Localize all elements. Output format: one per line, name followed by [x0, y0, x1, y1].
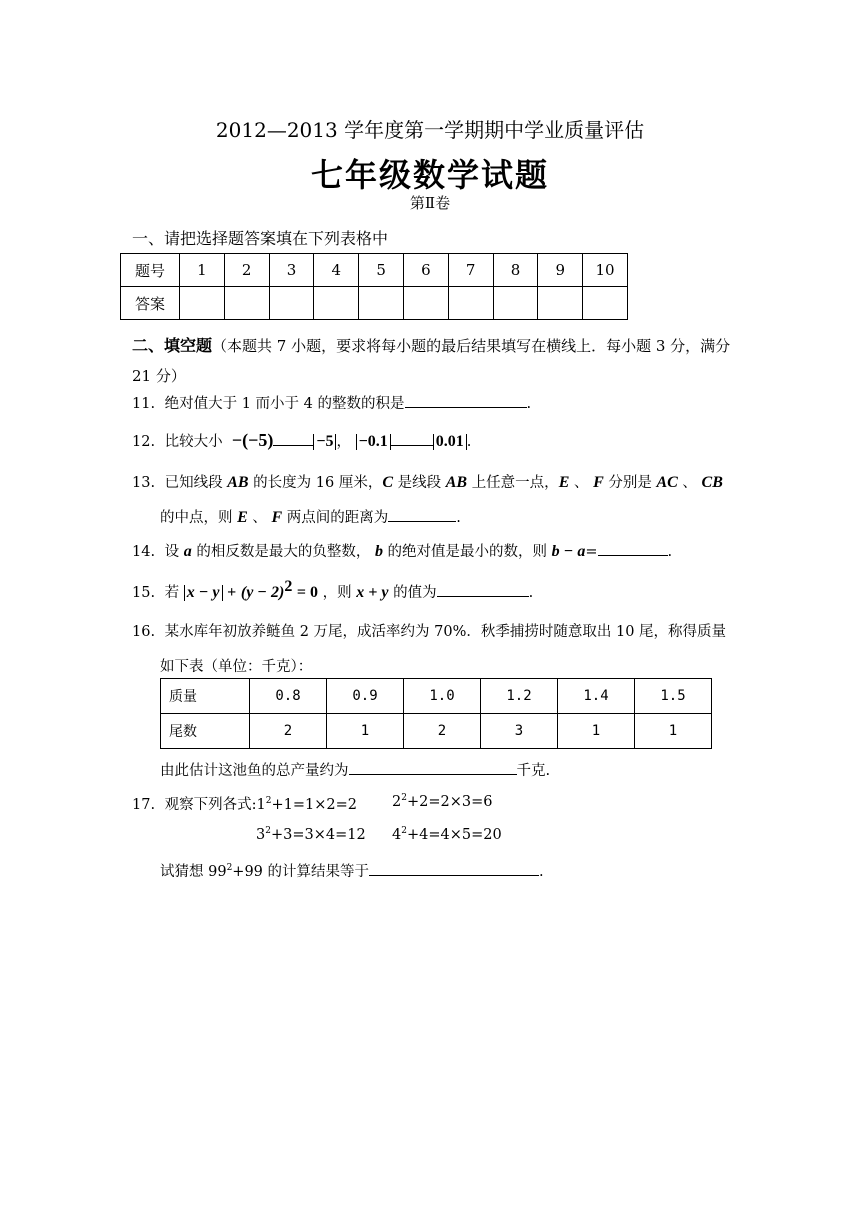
exponent: 2: [265, 826, 271, 836]
question-text: 的中点，则: [160, 510, 233, 526]
formula-4: [392, 826, 502, 843]
answer-table-header-number: 题号: [121, 254, 180, 287]
formula-rest: +3=3×4=12: [270, 826, 366, 843]
math-var: E: [558, 474, 570, 491]
section1-heading: 一、请把选择题答案填在下列表格中: [132, 229, 389, 248]
period: .: [667, 544, 673, 560]
math-var: AB: [227, 474, 249, 491]
question-text: ，则: [322, 584, 352, 601]
question-number: 12.: [132, 434, 156, 450]
answer-table-number-row: [121, 254, 628, 287]
math-var: AC: [656, 474, 678, 491]
formula-base: 3: [256, 826, 266, 843]
formula-rest: +4=4×5=20: [406, 826, 502, 843]
section2-intro: [132, 331, 730, 391]
question-14: [132, 540, 672, 561]
question-12: [132, 430, 471, 451]
exam-title: 七年级数学试题: [310, 156, 549, 194]
count-cell: 2: [250, 714, 327, 749]
answer-number: 10: [583, 254, 628, 287]
answer-number: 5: [359, 254, 404, 287]
question-text: 上任意一点，: [471, 475, 559, 491]
question-number: 14.: [132, 544, 156, 560]
answer-blank[interactable]: [405, 393, 527, 408]
formula-2: [392, 793, 492, 810]
math-var: F: [593, 474, 604, 491]
question-number: 13.: [132, 475, 156, 491]
period: .: [466, 434, 472, 450]
fish-table-header-weight: 质量: [161, 679, 250, 714]
question-13-line2: [160, 506, 461, 527]
weight-cell: 1.0: [404, 679, 481, 714]
period: .: [456, 510, 461, 526]
formula-base: 4: [392, 826, 402, 843]
exponent: 2: [265, 796, 272, 807]
question-16-line2: 如下表（单位：千克）：: [160, 659, 313, 675]
answer-blank[interactable]: [388, 507, 456, 522]
period: .: [526, 396, 532, 412]
answer-cell[interactable]: [448, 287, 493, 320]
question-17-guess: [160, 860, 544, 881]
question-16-line3: [160, 759, 550, 780]
math-expression: b − a: [551, 543, 586, 560]
fish-weight-table: [160, 678, 712, 749]
volume-label: 第Ⅱ卷: [409, 194, 451, 212]
absolute-value: −5: [313, 434, 336, 450]
math-var: CB: [701, 474, 723, 491]
period: .: [539, 864, 544, 880]
count-cell: 2: [404, 714, 481, 749]
answer-cell[interactable]: [269, 287, 314, 320]
question-text: 的相反数是最大的负整数，: [196, 544, 371, 560]
answer-blank[interactable]: [349, 760, 517, 775]
answer-blank[interactable]: [437, 582, 529, 597]
question-16: [132, 620, 726, 641]
section2-desc: （本题共 7 小题，要求将每小题的最后结果填写在横线上．每小题 3 分，满分: [212, 337, 731, 355]
question-text: 的绝对值是最小的数，则: [387, 544, 548, 560]
question-text: 已知线段: [164, 475, 223, 491]
question-text: 由此估计这池鱼的总产量约为: [160, 763, 349, 779]
formula-3: [256, 826, 366, 843]
answer-number: 3: [269, 254, 314, 287]
fish-table-header-count: 尾数: [161, 714, 250, 749]
question-text: 试猜想 99: [160, 864, 227, 880]
weight-cell: 1.2: [481, 679, 558, 714]
math-var: b: [374, 543, 383, 560]
answer-number: 7: [448, 254, 493, 287]
plus-sign: +: [227, 583, 237, 601]
answer-blank[interactable]: [391, 431, 433, 446]
question-text: 的值为: [393, 584, 437, 601]
answer-blank[interactable]: [598, 541, 668, 556]
count-cell: 1: [635, 714, 712, 749]
exponent: 2: [226, 863, 233, 874]
answer-cell[interactable]: [583, 287, 628, 320]
question-text: 绝对值大于 1 而小于 4 的整数的积是: [164, 396, 405, 412]
weight-cell: 1.4: [558, 679, 635, 714]
fish-weight-row: [161, 679, 712, 714]
period: .: [528, 584, 534, 601]
question-text: 某水库年初放养鲢鱼 2 万尾，成活率约为 70%．秋季捕捞时随意取出 10 尾，称得质量: [164, 624, 727, 640]
answer-table-header-answer: 答案: [121, 287, 180, 320]
question-text: 两点间的距离为: [286, 510, 389, 526]
question-text: +99 的计算结果等于: [232, 864, 370, 880]
count-cell: 1: [327, 714, 404, 749]
answer-blank[interactable]: [273, 431, 313, 446]
question-number: 17.: [132, 797, 156, 813]
answer-cell[interactable]: [180, 287, 225, 320]
punctuation: 、: [252, 510, 267, 526]
absolute-value: x − y: [184, 585, 223, 601]
question-number: 16.: [132, 624, 156, 640]
question-17: [132, 793, 357, 814]
question-11: [132, 392, 531, 413]
exponent: 2: [401, 826, 407, 836]
section2-heading: 二、填空题: [132, 336, 213, 355]
formula-rest: +2=2×3=6: [406, 793, 493, 810]
answer-number: 1: [180, 254, 225, 287]
question-text: 分别是: [608, 475, 652, 491]
math-var: AB: [445, 474, 468, 491]
count-cell: 3: [481, 714, 558, 749]
exam-header: 2012—2013 学年度第一学期期中学业质量评估: [215, 118, 645, 142]
answer-number: 9: [538, 254, 583, 287]
question-number: 11.: [132, 396, 156, 412]
weight-cell: 1.5: [635, 679, 712, 714]
question-13: [132, 471, 723, 492]
math-expression: x + y: [356, 583, 389, 601]
question-text: 是线段: [397, 475, 442, 491]
answer-number: 6: [403, 254, 448, 287]
equals-sign: =: [585, 544, 598, 560]
absolute-value: 0.01: [433, 434, 467, 450]
absolute-value: −0.1: [356, 434, 391, 450]
answer-number: 4: [314, 254, 359, 287]
separator: ，: [336, 434, 351, 450]
question-text: 设: [164, 544, 180, 560]
formula-1: [257, 797, 357, 813]
answer-cell[interactable]: [359, 287, 404, 320]
math-var: a: [183, 543, 192, 560]
question-text: 观察下列各式:: [164, 797, 257, 813]
section2-desc-cont: 21 分）: [132, 367, 186, 385]
math-var: C: [382, 474, 394, 491]
math-var: E: [237, 509, 248, 526]
answer-cell[interactable]: [314, 287, 359, 320]
weight-cell: 0.8: [250, 679, 327, 714]
answer-blank[interactable]: [369, 861, 539, 876]
fish-count-row: [161, 714, 712, 749]
question-15: [132, 578, 533, 602]
formula-base: 1: [256, 797, 266, 813]
question-text: 比较大小: [164, 434, 223, 450]
weight-cell: 0.9: [327, 679, 404, 714]
math-expression: (y − 2): [240, 583, 285, 601]
answer-number: 2: [224, 254, 269, 287]
exponent: 2: [284, 578, 293, 595]
answer-cell[interactable]: [493, 287, 538, 320]
count-cell: 1: [558, 714, 635, 749]
answer-table: [120, 253, 628, 320]
formula-base: 2: [392, 793, 402, 810]
exponent: 2: [401, 793, 407, 803]
question-text: 若: [164, 584, 180, 601]
punctuation: 、: [682, 475, 697, 491]
equals-zero: = 0: [296, 583, 319, 601]
question-text: 的长度为 16 厘米，: [253, 475, 383, 491]
answer-cell[interactable]: [538, 287, 583, 320]
answer-number: 8: [493, 254, 538, 287]
answer-table-answer-row: [121, 287, 628, 320]
formula-rest: +1=1×2=2: [271, 797, 357, 813]
answer-cell[interactable]: [403, 287, 448, 320]
math-var: F: [271, 509, 283, 526]
question-number: 15.: [132, 584, 156, 601]
question-text: 千克.: [516, 763, 551, 779]
punctuation: 、: [573, 475, 589, 491]
expression: −(−5): [231, 430, 274, 450]
answer-cell[interactable]: [224, 287, 269, 320]
